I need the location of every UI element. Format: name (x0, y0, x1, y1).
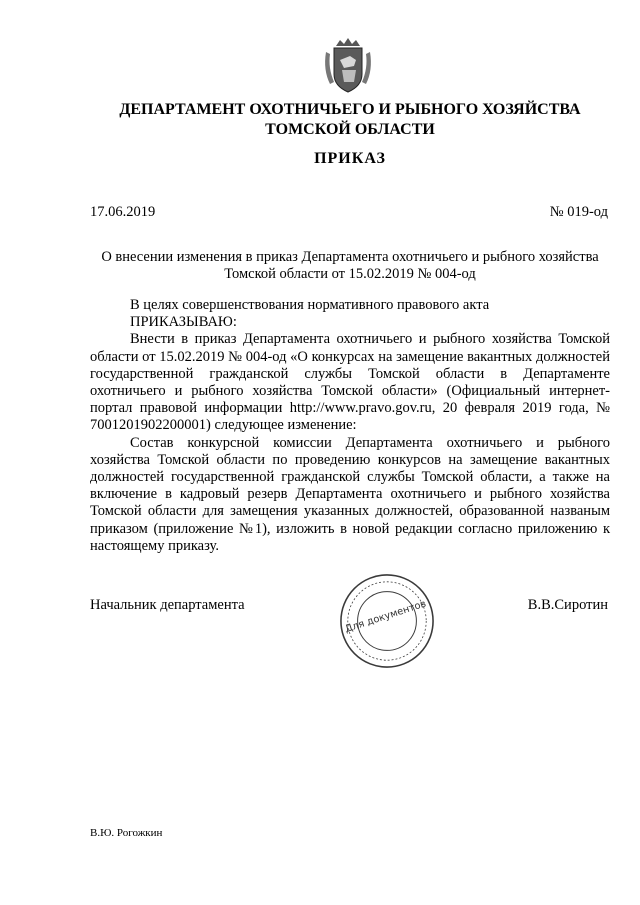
official-stamp (338, 572, 436, 670)
department-name (90, 100, 610, 140)
department-line-1: ДЕПАРТАМЕНТ ОХОТНИЧЬЕГО И РЫБНОГО ХОЗЯЙСТВА (119, 101, 581, 118)
order-date: 17.06.2019 (90, 204, 156, 220)
executor-name: В.Ю. Рогожкин (90, 827, 163, 839)
order-directive: ПРИКАЗЫВАЮ: (130, 314, 237, 331)
document-type: ПРИКАЗ (314, 150, 386, 167)
commission-paragraph: Состав конкурсной комиссии Департамента охотничьего и рыбного хозяйства Томской области по проведению конкурсов на замещение вакантных должностей государственной гражданской службы Томской области, а также на включение в кадровый резерв Департамента охотничьего и рыбного хозяйства Томской области для замещения указанных должностей, образованной названым приказом (приложение №1), изложить в новой редакции согласно приложению к настоящему приказу. (90, 434, 610, 554)
signatory-name: В.В.Сиротин (527, 597, 608, 613)
coat-of-arms-icon (322, 36, 374, 94)
order-number: № 019-од (549, 204, 608, 220)
order-subject (90, 249, 610, 283)
subject-line-1: О внесении изменения в приказ Департамента охотничьего и рыбного хозяйства (101, 249, 599, 265)
preamble-paragraph: В целях совершенствования нормативного правового акта (130, 297, 490, 313)
subject-line-2: Томской области от 15.02.2019 № 004-од (224, 266, 476, 282)
amendment-paragraph: Внести в приказ Департамента охотничьего и рыбного хозяйства Томской области от 15.02.2019 № 004-од «О конкурсах на замещение вакантных должностей государственной гражданской службы Томской области в Департаменте охотничьего и рыбного хозяйства Томской области» (Официальный интернет-портал правовой информации http://www.pravo.gov.ru, 20 февраля 2019 года, № 7001201902200001) следующее изменение: (90, 331, 610, 434)
stamp-text: Для документов (343, 598, 428, 636)
department-line-2: ТОМСКОЙ ОБЛАСТИ (265, 121, 435, 138)
signatory-title: Начальник департамента (90, 597, 245, 613)
order-body (90, 297, 610, 555)
